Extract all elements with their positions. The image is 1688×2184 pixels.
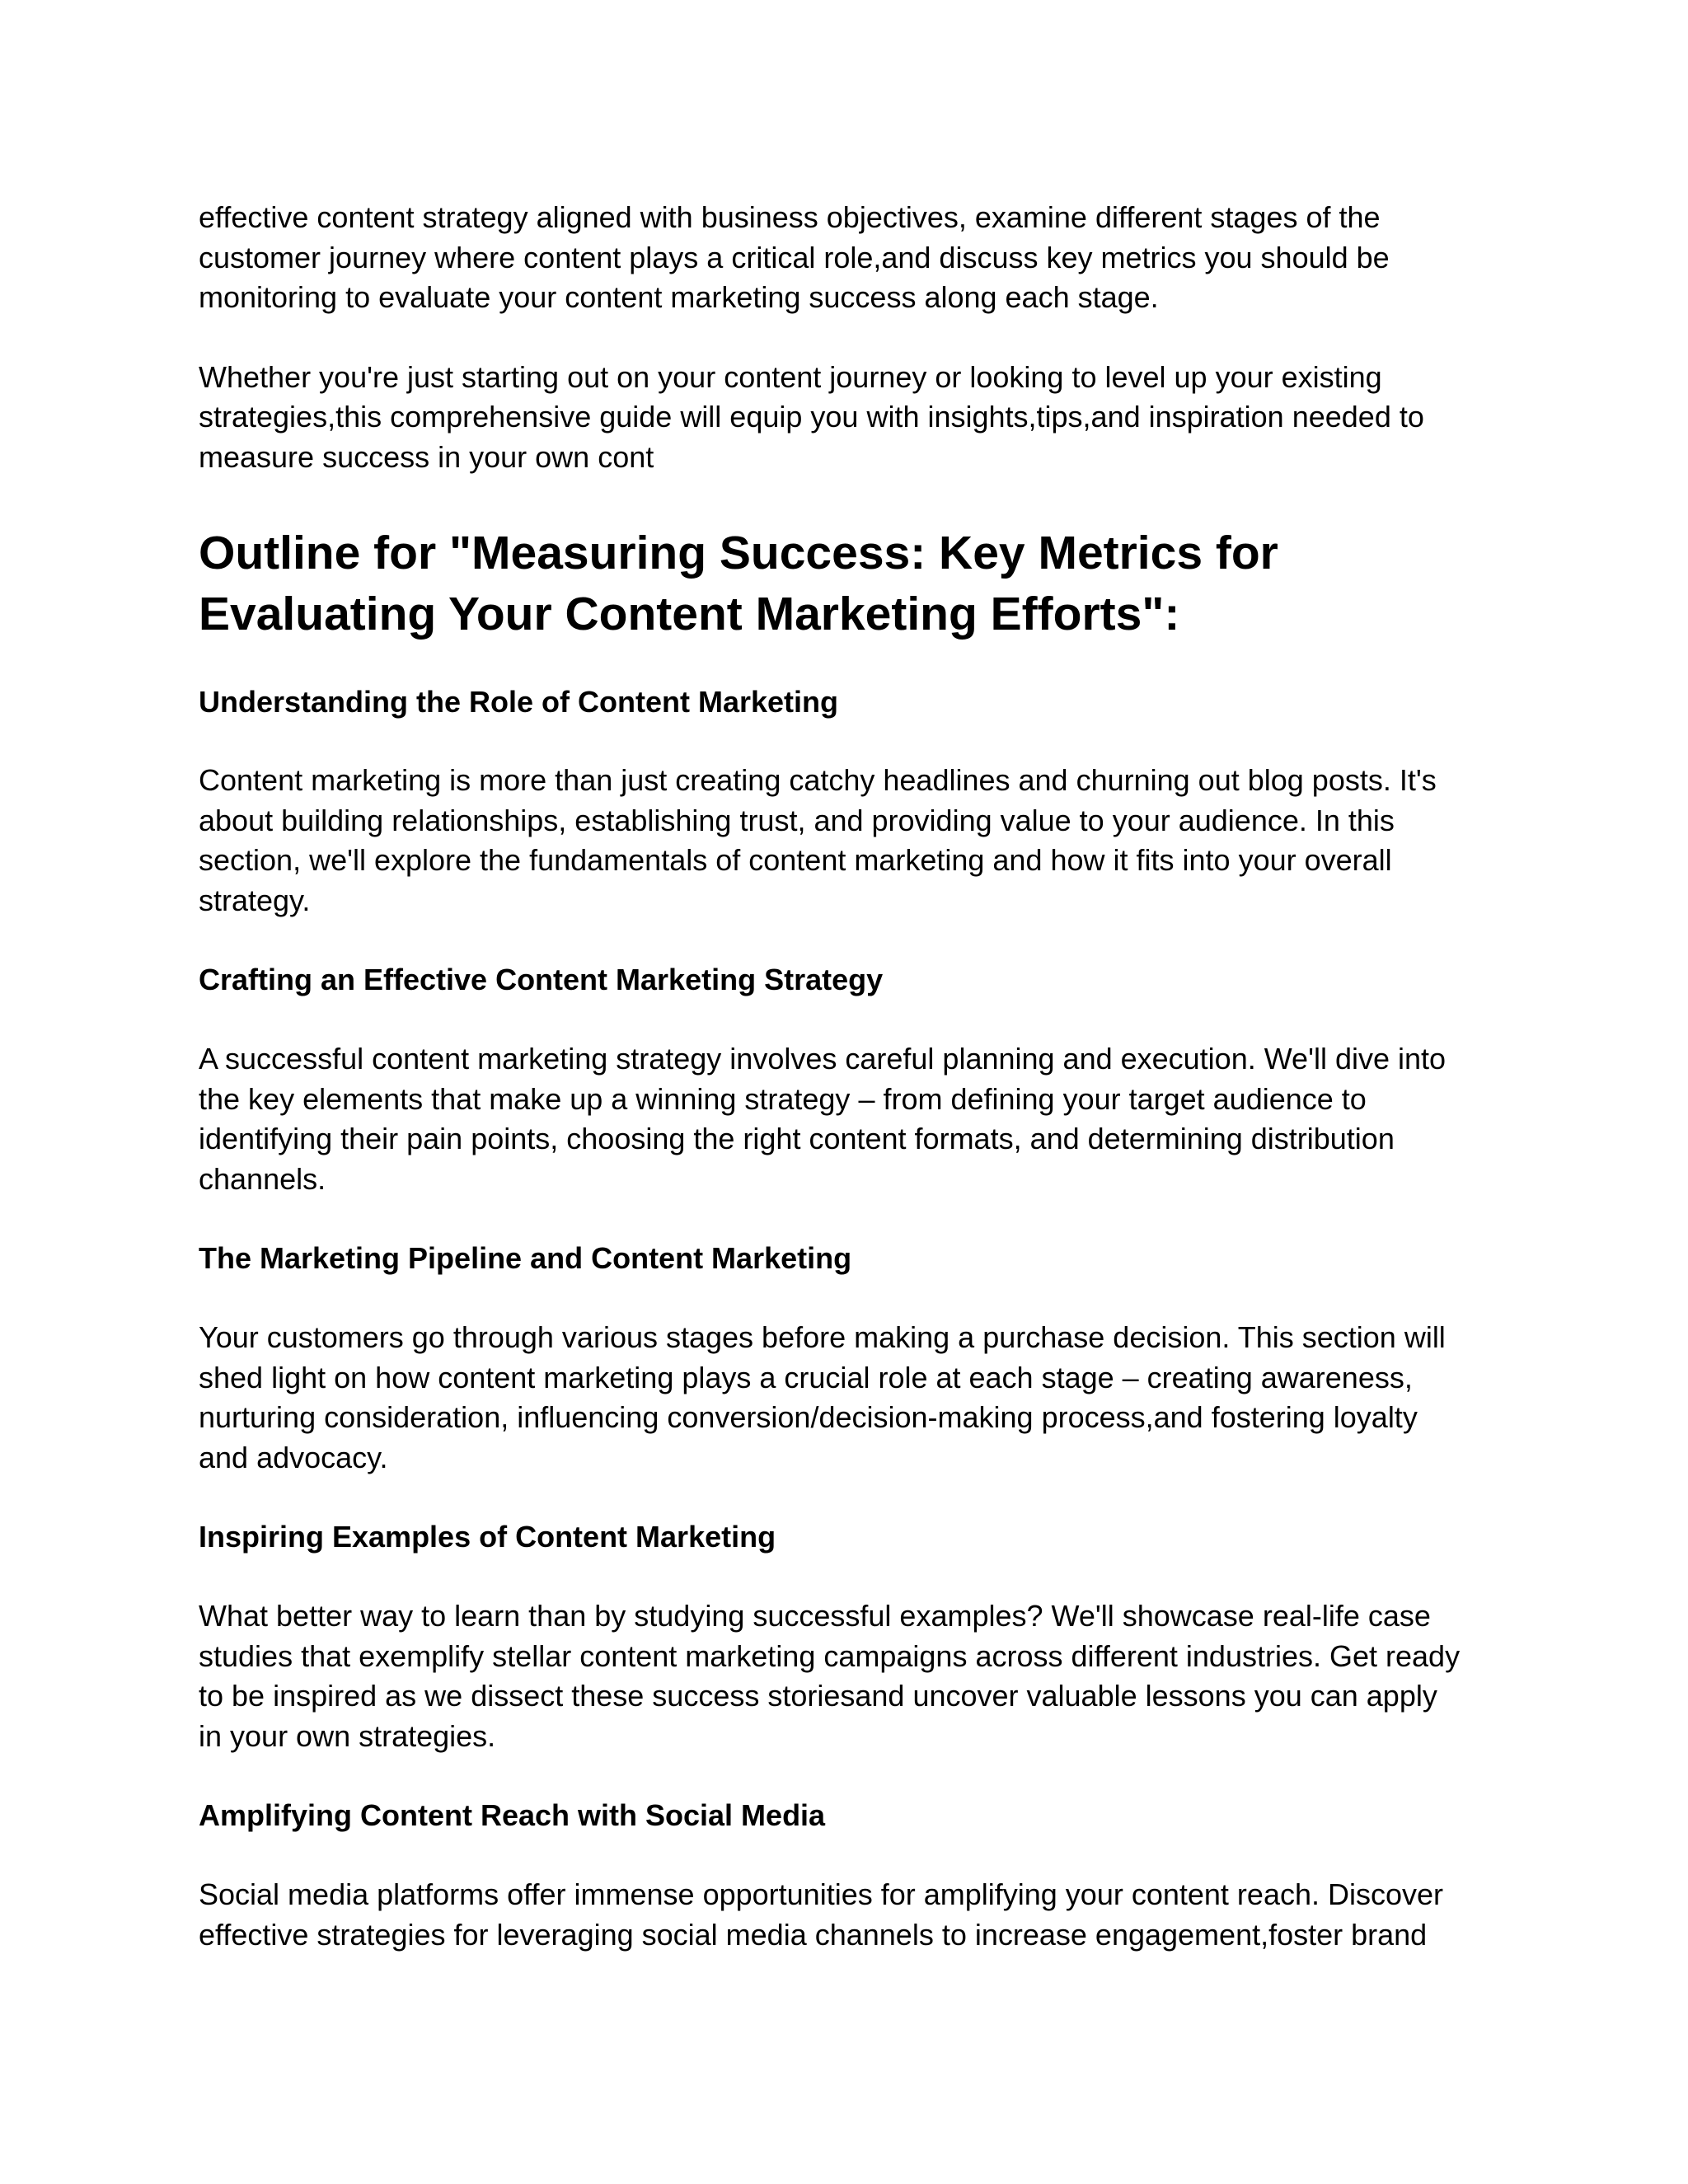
document-page (199, 198, 1501, 1955)
text-line: monitoring to evaluate your content marketing success along each stage. (199, 280, 1159, 314)
section-body-examples (199, 1596, 1501, 1756)
section-heading-strategy: Crafting an Effective Content Marketing Strategy (199, 963, 884, 996)
section-body-pipeline (199, 1318, 1501, 1478)
text-line: Your customers go through various stages before making a purchase decision. This section will (199, 1320, 1446, 1354)
text-line: strategy. (199, 883, 311, 917)
text-line: Whether you're just starting out on your content journey or looking to level up your existing (199, 359, 1382, 394)
title-line: Evaluating Your Content Marketing Efforts": (199, 588, 1180, 640)
text-line: customer journey where content plays a critical role,and discuss key metrics you should be (199, 240, 1390, 274)
text-line: A successful content marketing strategy involves careful planning and execution. We'll dive into (199, 1042, 1447, 1076)
intro-paragraph-2 (199, 358, 1501, 478)
text-line: and advocacy. (199, 1440, 388, 1474)
text-line: measure success in your own cont (199, 439, 654, 474)
text-line: shed light on how content marketing plays a crucial role at each stage – creating awareness, (199, 1360, 1413, 1394)
section-heading-pipeline: The Marketing Pipeline and Content Marketing (199, 1241, 852, 1275)
text-line: in your own strategies. (199, 1718, 496, 1753)
section-heading-role: Understanding the Role of Content Marketing (199, 685, 839, 719)
title-line: Outline for "Measuring Success: Key Metrics for (199, 527, 1278, 579)
text-line: What better way to learn than by studying successful examples? We'll showcase real-life case (199, 1599, 1431, 1633)
text-line: studies that exemplify stellar content marketing campaigns across different industries. Get ready (199, 1638, 1461, 1673)
text-line: effective content strategy aligned with business objectives, examine different stages of the (199, 200, 1381, 234)
section-body-strategy (199, 1039, 1501, 1199)
section-body-social (199, 1875, 1501, 1955)
text-line: the key elements that make up a winning strategy – from defining your target audience to (199, 1081, 1367, 1116)
intro-paragraph-1 (199, 198, 1501, 318)
section-heading-social: Amplifying Content Reach with Social Media (199, 1798, 826, 1832)
text-line: channels. (199, 1161, 326, 1196)
text-line: Social media platforms offer immense opportunities for amplifying your content reach. Discover (199, 1877, 1444, 1911)
text-line: identifying their pain points, choosing the right content formats, and determining distribution (199, 1122, 1395, 1155)
text-line: about building relationships, establishing trust, and providing value to your audience. In this (199, 803, 1395, 837)
text-line: to be inspired as we dissect these success storiesand uncover valuable lessons you can apply (199, 1679, 1437, 1713)
text-line: strategies,this comprehensive guide will equip you with insights,tips,and inspiration needed to (199, 400, 1424, 434)
section-body-role (199, 761, 1501, 921)
text-line: nurturing consideration, influencing conversion/decision-making process,and fostering loyalty (199, 1400, 1418, 1434)
text-line: Content marketing is more than just creating catchy headlines and churning out blog posts. It's (199, 763, 1437, 797)
text-line: effective strategies for leveraging social media channels to increase engagement,foster brand (199, 1917, 1428, 1952)
text-line: section, we'll explore the fundamentals of content marketing and how it fits into your overall (199, 843, 1392, 877)
section-heading-examples: Inspiring Examples of Content Marketing (199, 1520, 776, 1554)
outline-title (199, 523, 1501, 644)
